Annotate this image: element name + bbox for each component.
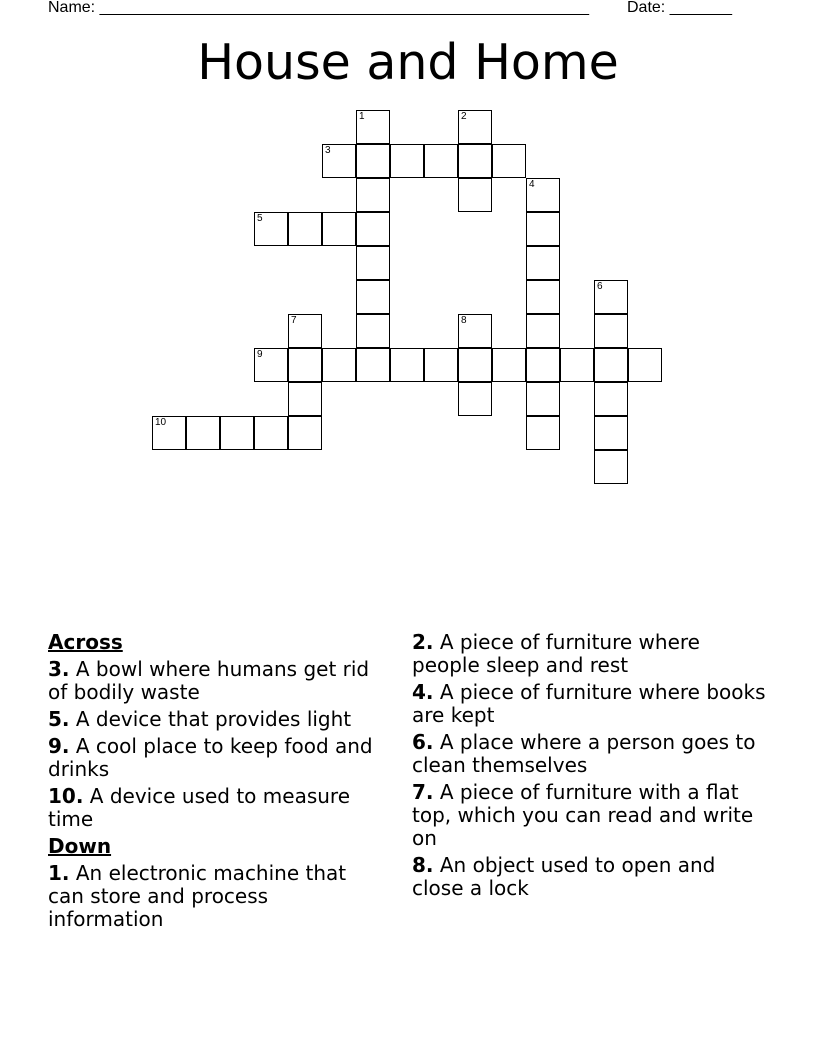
crossword-cell[interactable] (356, 314, 390, 348)
clue-text: An electronic machine that can store and process information (48, 861, 347, 931)
crossword-cell[interactable] (492, 144, 526, 178)
clue-text: A cool place to keep food and drinks (48, 734, 373, 781)
crossword-cell[interactable] (560, 348, 594, 382)
cell-number: 9 (257, 349, 263, 360)
clue-number: 3. (48, 657, 70, 681)
crossword-cell[interactable] (186, 416, 220, 450)
clue-number: 9. (48, 734, 70, 758)
crossword-cell[interactable] (424, 348, 458, 382)
crossword-cell[interactable] (526, 348, 560, 382)
crossword-cell[interactable] (526, 416, 560, 450)
cell-number: 7 (291, 315, 297, 326)
crossword-cell[interactable] (288, 212, 322, 246)
across-clue (48, 785, 378, 831)
clue-text: A place where a person goes to clean themselves (412, 730, 756, 777)
crossword-cell[interactable] (390, 144, 424, 178)
crossword-cell[interactable] (594, 314, 628, 348)
clue-text: A bowl where humans get rid of bodily waste (48, 657, 370, 704)
crossword-cell[interactable] (628, 348, 662, 382)
crossword-cell[interactable] (594, 280, 628, 314)
crossword-cell[interactable] (526, 382, 560, 416)
crossword-cell[interactable] (356, 348, 390, 382)
clue-text: A device used to measure time (48, 784, 351, 831)
crossword-cell[interactable] (458, 178, 492, 212)
down-clue (412, 781, 767, 850)
cell-number: 10 (155, 417, 167, 428)
date-field-label[interactable]: Date: _______ (627, 0, 732, 16)
cell-number: 5 (257, 213, 263, 224)
crossword-cell[interactable] (356, 110, 390, 144)
crossword-cell[interactable] (526, 246, 560, 280)
clue-number: 8. (412, 853, 434, 877)
crossword-cell[interactable] (492, 348, 526, 382)
crossword-cell[interactable] (594, 450, 628, 484)
name-field-label[interactable]: Name: _______________________________________________________ (48, 0, 589, 16)
crossword-cell[interactable] (356, 246, 390, 280)
crossword-cell[interactable] (458, 110, 492, 144)
clue-text: A device that provides light (75, 707, 352, 731)
crossword-cell[interactable] (254, 416, 288, 450)
down-clue (412, 731, 767, 777)
crossword-cell[interactable] (594, 382, 628, 416)
clue-number: 2. (412, 630, 434, 654)
down-clue (48, 862, 378, 931)
clue-text: A piece of furniture where people sleep and rest (412, 630, 700, 677)
crossword-grid (0, 0, 816, 520)
cell-number: 8 (461, 315, 467, 326)
cell-number: 4 (529, 179, 535, 190)
down-clue (412, 854, 767, 900)
crossword-cell[interactable] (458, 348, 492, 382)
clue-number: 5. (48, 707, 70, 731)
cell-number: 6 (597, 281, 603, 292)
clue-number: 4. (412, 680, 434, 704)
crossword-cell[interactable] (356, 280, 390, 314)
crossword-cell[interactable] (594, 348, 628, 382)
crossword-cell[interactable] (458, 314, 492, 348)
crossword-cell[interactable] (288, 416, 322, 450)
crossword-cell[interactable] (526, 280, 560, 314)
crossword-cell[interactable] (356, 178, 390, 212)
crossword-cell[interactable] (288, 348, 322, 382)
crossword-cell[interactable] (424, 144, 458, 178)
crossword-cell[interactable] (322, 144, 356, 178)
crossword-cell[interactable] (220, 416, 254, 450)
clues-right-column (412, 631, 767, 904)
clue-text: A piece of furniture where books are kept (412, 680, 766, 727)
across-clue (48, 735, 378, 781)
clue-number: 6. (412, 730, 434, 754)
crossword-cell[interactable] (152, 416, 186, 450)
crossword-cell[interactable] (526, 212, 560, 246)
crossword-cell[interactable] (526, 314, 560, 348)
clue-number: 10. (48, 784, 84, 808)
down-heading: Down (48, 834, 112, 858)
crossword-cell[interactable] (288, 382, 322, 416)
crossword-cell[interactable] (254, 348, 288, 382)
clues-left-column (48, 631, 378, 935)
cell-number: 1 (359, 111, 365, 122)
clue-text: A piece of furniture with a flat top, which you can read and write on (412, 780, 754, 850)
crossword-cell[interactable] (594, 416, 628, 450)
across-clue (48, 658, 378, 704)
page-title: House and Home (197, 34, 619, 91)
cell-number: 2 (461, 111, 467, 122)
crossword-cell[interactable] (390, 348, 424, 382)
crossword-cell[interactable] (458, 382, 492, 416)
crossword-cell[interactable] (458, 144, 492, 178)
clue-number: 1. (48, 861, 70, 885)
crossword-cell[interactable] (288, 314, 322, 348)
cell-number: 3 (325, 145, 331, 156)
down-clue (412, 631, 767, 677)
across-heading: Across (48, 630, 123, 654)
across-clue (48, 708, 378, 731)
crossword-cell[interactable] (254, 212, 288, 246)
crossword-cell[interactable] (526, 178, 560, 212)
crossword-cell[interactable] (356, 212, 390, 246)
crossword-cell[interactable] (322, 212, 356, 246)
clue-text: An object used to open and close a lock (412, 853, 716, 900)
down-clue (412, 681, 767, 727)
clue-number: 7. (412, 780, 434, 804)
crossword-cell[interactable] (322, 348, 356, 382)
crossword-cell[interactable] (356, 144, 390, 178)
